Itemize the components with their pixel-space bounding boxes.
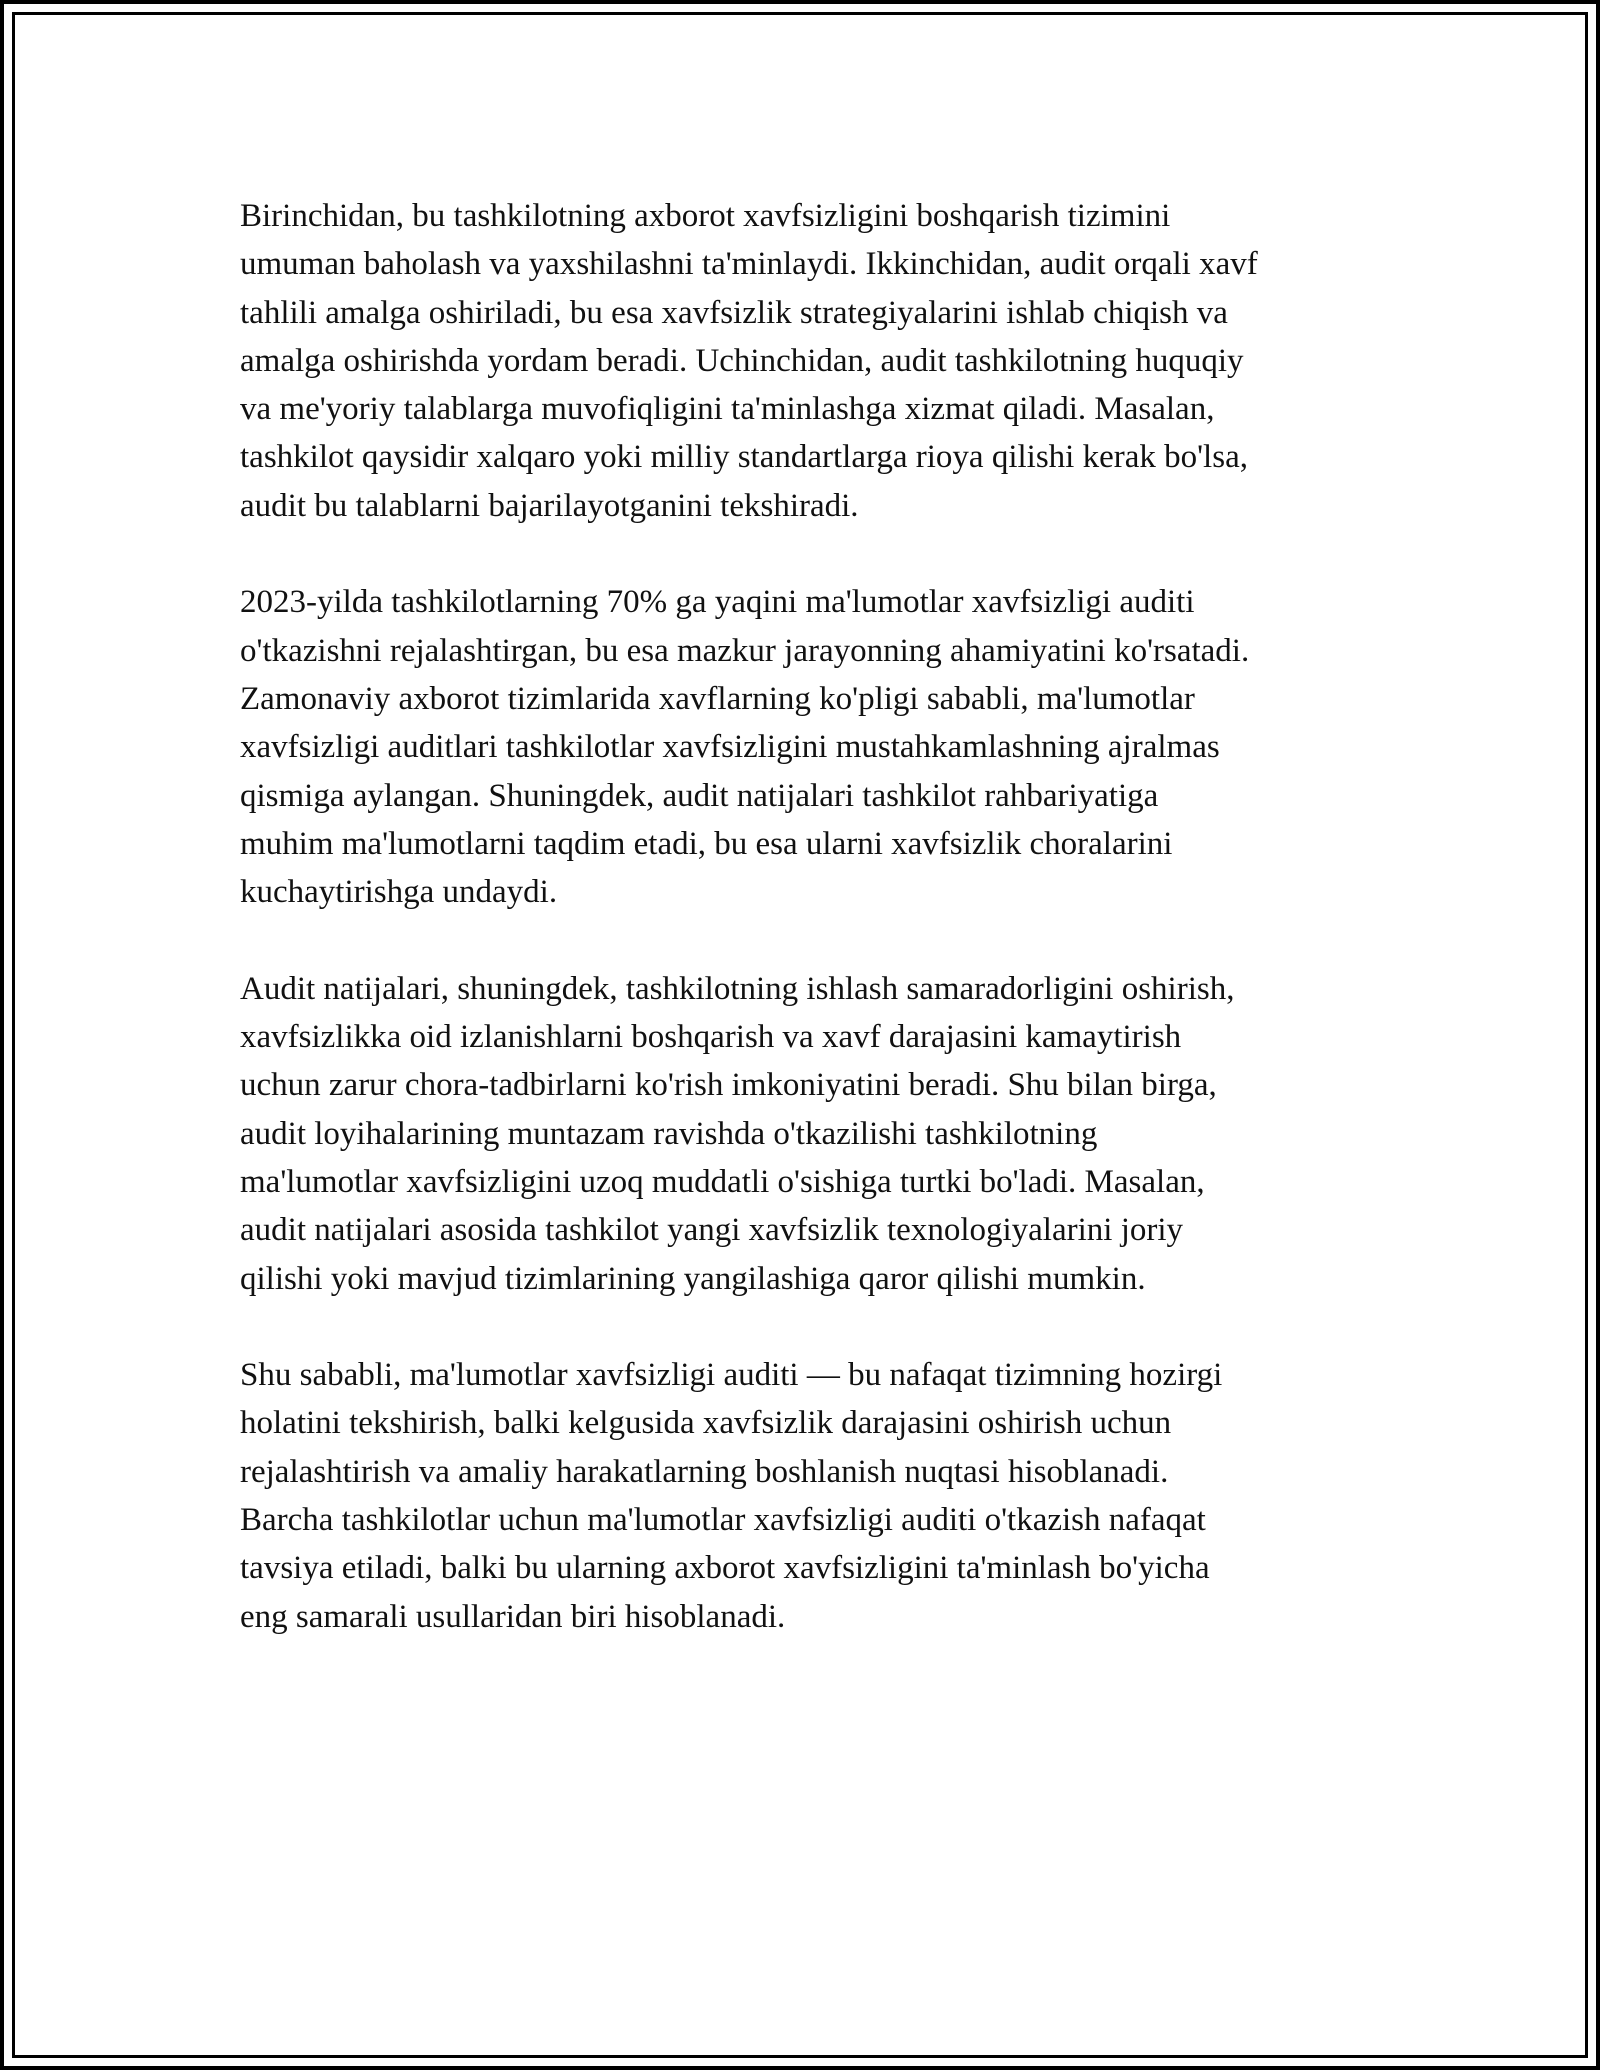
text-line: va me'yoriy talablarga muvofiqligini ta'minlashga xizmat qiladi. Masalan,: [240, 391, 1215, 428]
paragraph-1: [240, 192, 1390, 530]
text-line: uchun zarur chora-tadbirlarni ko'rish imkoniyatini beradi. Shu bilan birga,: [240, 1067, 1217, 1104]
text-line: Audit natijalari, shuningdek, tashkilotning ishlash samaradorligini oshirish,: [240, 970, 1235, 1007]
text-line: Barcha tashkilotlar uchun ma'lumotlar xavfsizligi auditi o'tkazish nafaqat: [240, 1502, 1206, 1539]
text-line: amalga oshirishda yordam beradi. Uchinchidan, audit tashkilotning huquqiy: [240, 342, 1244, 379]
text-line: umuman baholash va yaxshilashni ta'minlaydi. Ikkinchidan, audit orqali xavf: [240, 246, 1258, 283]
text-line: Zamonaviy axborot tizimlarida xavflarning ko'pligi sababli, ma'lumotlar: [240, 680, 1195, 717]
paragraph-3: [240, 965, 1390, 1303]
text-line: audit bu talablarni bajarilayotganini tekshiradi.: [240, 487, 859, 524]
text-line: audit loyihalarining muntazam ravishda o'tkazilishi tashkilotning: [240, 1115, 1098, 1152]
text-line: tahlili amalga oshiriladi, bu esa xavfsizlik strategiyalarini ishlab chiqish va: [240, 294, 1228, 331]
text-line: Birinchidan, bu tashkilotning axborot xavfsizligini boshqarish tizimini: [240, 198, 1171, 234]
text-line: qismiga aylangan. Shuningdek, audit natijalari tashkilot rahbariyatiga: [240, 777, 1159, 814]
text-line: eng samarali usullaridan biri hisoblanadi.: [240, 1598, 786, 1635]
text-line: tashkilot qaysidir xalqaro yoki milliy standartlarga rioya qilishi kerak bo'lsa,: [240, 439, 1248, 476]
text-line: holatini tekshirish, balki kelgusida xavfsizlik darajasini oshirish uchun: [240, 1405, 1172, 1442]
text-line: audit natijalari asosida tashkilot yangi xavfsizlik texnologiyalarini joriy: [240, 1212, 1184, 1249]
text-line: xavfsizlikka oid izlanishlarni boshqarish va xavf darajasini kamaytirish: [240, 1019, 1182, 1056]
text-line: rejalashtirish va amaliy harakatlarning boshlanish nuqtasi hisoblanadi.: [240, 1453, 1169, 1490]
text-line: xavfsizligi auditlari tashkilotlar xavfsizligini mustahkamlashning ajralmas: [240, 729, 1220, 766]
text-line: tavsiya etiladi, balki bu ularning axborot xavfsizligini ta'minlash bo'yicha: [240, 1550, 1210, 1587]
paragraph-2: [240, 578, 1390, 916]
paragraph-4: [240, 1351, 1390, 1641]
text-line: kuchaytirishga undaydi.: [240, 874, 558, 911]
text-line: muhim ma'lumotlarni taqdim etadi, bu esa ularni xavfsizlik choralarini: [240, 825, 1173, 862]
text-line: qilishi yoki mavjud tizimlarining yangilashiga qaror qilishi mumkin.: [240, 1260, 1146, 1297]
text-line: o'tkazishni rejalashtirgan, bu esa mazkur jarayonning ahamiyatini ko'rsatadi.: [240, 632, 1250, 669]
text-line: ma'lumotlar xavfsizligini uzoq muddatli o'sishiga turtki bo'ladi. Masalan,: [240, 1163, 1205, 1200]
text-line: Shu sababli, ma'lumotlar xavfsizligi auditi — bu nafaqat tizimning hozirgi: [240, 1357, 1223, 1394]
text-line: 2023-yilda tashkilotlarning 70% ga yaqini ma'lumotlar xavfsizligi auditi: [240, 584, 1195, 621]
document-body: [240, 192, 1390, 1689]
